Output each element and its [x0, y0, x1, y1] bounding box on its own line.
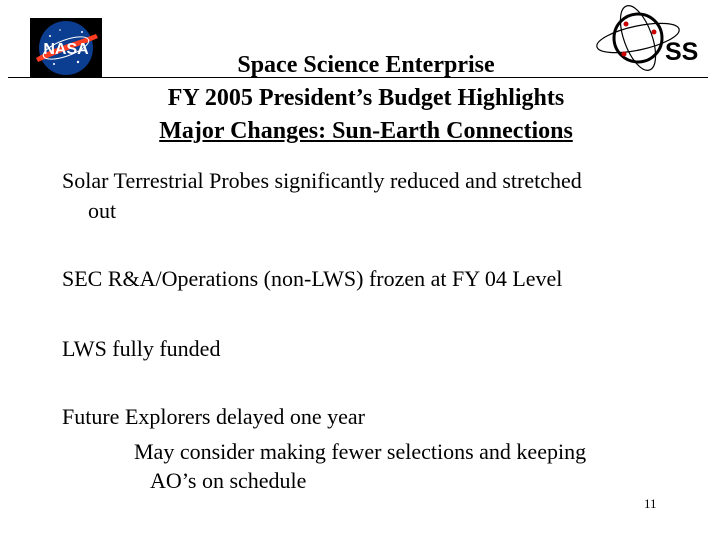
bullet-1-line-2: out — [88, 198, 117, 223]
bullet-1-line-1: Solar Terrestrial Probes significantly reduced and stretched — [62, 168, 582, 193]
bullet-3: LWS fully funded — [62, 336, 221, 361]
title-line-3: Major Changes: Sun-Earth Connections — [159, 118, 573, 144]
sub-bullet-line-2: AO’s on schedule — [150, 468, 307, 493]
nasa-logo-text: NASA — [43, 41, 89, 58]
page-number: 11 — [644, 496, 657, 511]
bullet-2: SEC R&A/Operations (non-LWS) frozen at FY 04 Level — [62, 266, 563, 291]
title-line-2: FY 2005 President’s Budget Highlights — [167, 85, 565, 111]
bullet-4: Future Explorers delayed one year — [62, 404, 365, 429]
sub-bullet-line-1: May consider making fewer selections and keeping — [134, 439, 587, 464]
title-line-1: Space Science Enterprise — [237, 52, 495, 78]
oss-logo-text: SS — [665, 38, 699, 66]
